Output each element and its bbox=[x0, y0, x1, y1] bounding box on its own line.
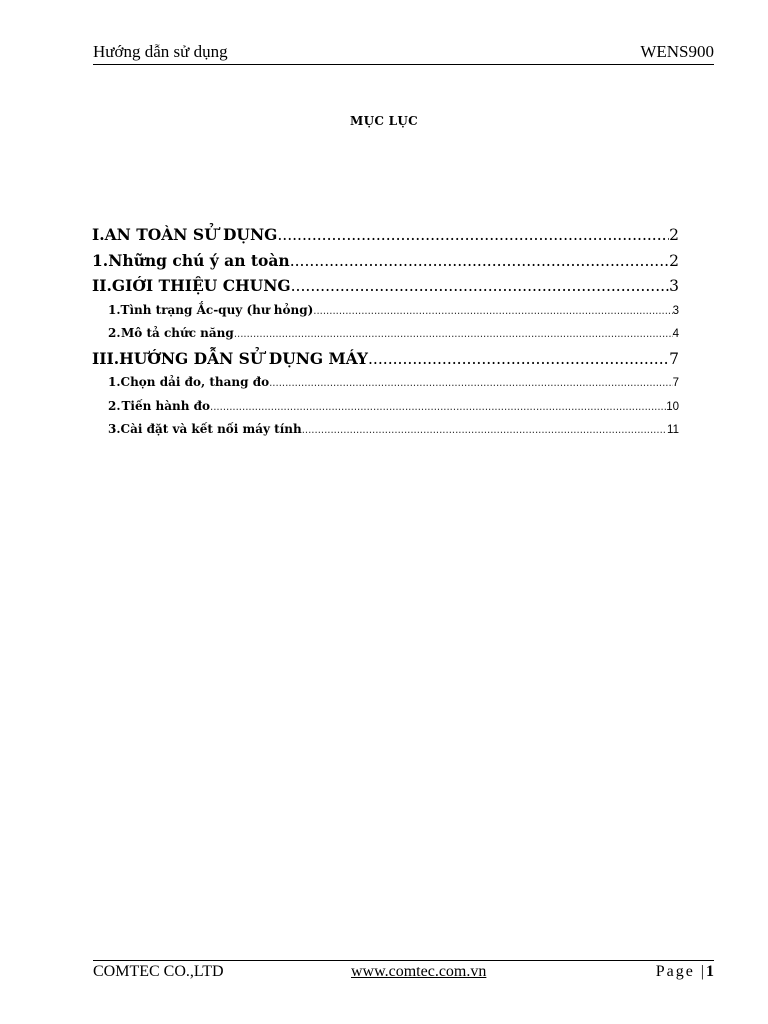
toc-entry-page: 2 bbox=[669, 251, 679, 270]
footer-page-label: Page | bbox=[655, 963, 706, 980]
toc-entry-title: GIỚI THIỆU CHUNG bbox=[111, 276, 291, 295]
toc-entry-1[interactable] bbox=[92, 222, 679, 248]
toc-entry-title: Tiến hành đo bbox=[121, 398, 211, 413]
toc-entry-page: 4 bbox=[672, 328, 679, 340]
toc-entry-9[interactable] bbox=[92, 418, 679, 442]
toc-entry-title: AN TOÀN SỬ DỤNG bbox=[104, 225, 278, 244]
footer-website-link[interactable]: www.comtec.com.vn bbox=[351, 963, 487, 980]
toc-entry-2[interactable] bbox=[92, 248, 679, 274]
toc-entry-page: 7 bbox=[672, 377, 679, 389]
toc-entry-8[interactable] bbox=[92, 395, 679, 419]
toc-entry-7[interactable] bbox=[92, 371, 679, 395]
footer-page-number: 1 bbox=[706, 963, 714, 980]
page-footer bbox=[93, 960, 714, 986]
toc-heading: MỤC LỤC bbox=[349, 114, 419, 128]
toc-entry-title: Chọn dải đo, thang đo bbox=[120, 375, 270, 389]
toc-leader-dots bbox=[368, 347, 669, 372]
toc-leader-dots bbox=[313, 300, 672, 323]
toc-entry-page: 2 bbox=[669, 226, 679, 244]
toc-entry-page: 3 bbox=[669, 277, 679, 295]
toc-entry-title: Những chú ý an toàn bbox=[108, 250, 290, 270]
toc-entry-page: 3 bbox=[672, 304, 679, 317]
toc-leader-dots bbox=[277, 223, 669, 248]
toc-leader-dots bbox=[210, 396, 666, 419]
toc-entry-title: Cài đặt và kết nối máy tính bbox=[120, 422, 302, 436]
toc-entry-title: HƯỚNG DẪN SỬ DỤNG MÁY bbox=[119, 348, 368, 368]
toc-entry-page: 10 bbox=[666, 400, 679, 413]
footer-company-name: COMTEC CO.,LTD bbox=[93, 963, 224, 980]
toc-entry-6[interactable] bbox=[92, 346, 679, 372]
toc-entry-page: 11 bbox=[667, 424, 679, 436]
toc-entry-number: 1. bbox=[108, 302, 121, 317]
toc-entry-4[interactable] bbox=[92, 299, 679, 323]
toc-leader-dots bbox=[302, 419, 667, 442]
toc-entry-number: 2. bbox=[108, 398, 121, 413]
header-model-name: WENS900 bbox=[640, 42, 714, 61]
toc-entry-5[interactable] bbox=[92, 322, 679, 346]
toc-entry-3[interactable] bbox=[92, 273, 679, 299]
toc-entry-number: 3. bbox=[108, 422, 121, 436]
toc-leader-dots bbox=[234, 323, 673, 346]
page-header bbox=[93, 42, 714, 65]
toc-entry-number: 1. bbox=[108, 375, 121, 389]
toc-entry-title: Mô tả chức năng bbox=[120, 326, 234, 340]
toc-entry-number: III. bbox=[92, 348, 120, 368]
table-of-contents bbox=[92, 222, 679, 442]
toc-entry-title: Tình trạng Ắc-quy (hư hỏng) bbox=[120, 302, 314, 317]
toc-entry-number: I. bbox=[92, 225, 105, 244]
footer-page-indicator bbox=[656, 963, 714, 981]
toc-entry-number: II. bbox=[92, 276, 112, 295]
toc-entry-number: 1. bbox=[92, 250, 109, 270]
toc-leader-dots bbox=[291, 274, 670, 299]
toc-leader-dots bbox=[290, 249, 669, 274]
toc-leader-dots bbox=[269, 372, 672, 395]
header-doc-title: Hướng dẫn sử dụng bbox=[93, 42, 228, 61]
toc-entry-number: 2. bbox=[108, 326, 121, 340]
toc-entry-page: 7 bbox=[669, 349, 679, 368]
